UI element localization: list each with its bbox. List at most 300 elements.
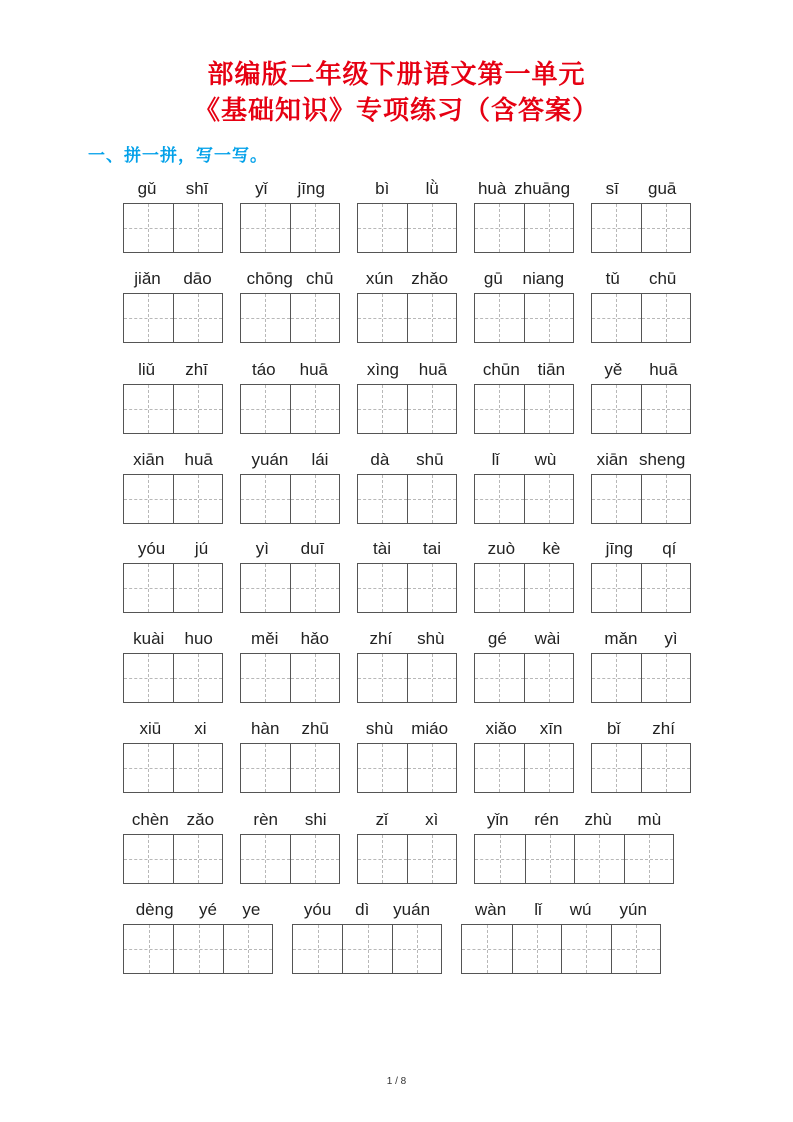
tianzige-cell[interactable] (462, 925, 512, 973)
writing-box-group (591, 293, 691, 343)
pinyin-syllable: zhí (369, 629, 393, 648)
pinyin-label (123, 625, 223, 649)
word-item (240, 806, 340, 830)
tianzige-cell[interactable] (641, 475, 690, 523)
pinyin-label (123, 175, 223, 199)
pinyin-label (591, 175, 691, 199)
pinyin-syllable: huā (299, 360, 328, 379)
tianzige-cell[interactable] (592, 204, 641, 252)
pinyin-syllable: zhù (584, 810, 612, 829)
word-item (474, 535, 574, 559)
pinyin-label (461, 896, 661, 920)
tianzige-cell[interactable] (173, 835, 222, 883)
pinyin-label (591, 356, 691, 380)
writing-box-group (357, 653, 457, 703)
word-item (474, 715, 574, 739)
word-item (357, 175, 457, 199)
tianzige-cell[interactable] (241, 835, 290, 883)
pinyin-syllable: xīn (539, 719, 563, 738)
tianzige-cell[interactable] (592, 744, 641, 792)
pinyin-syllable: xiū (139, 719, 162, 738)
pinyin-syllable: tiān (537, 360, 566, 379)
tianzige-cell[interactable] (407, 744, 456, 792)
pinyin-label (357, 806, 457, 830)
word-item (123, 715, 223, 739)
pinyin-syllable: bǐ (607, 719, 621, 738)
pinyin-syllable: chū (306, 269, 334, 288)
pinyin-syllable: mù (637, 810, 662, 829)
tianzige-cell[interactable] (173, 294, 222, 342)
pinyin-label (240, 806, 340, 830)
writing-box-group (123, 563, 223, 613)
pinyin-syllable: lái (311, 450, 329, 469)
tianzige-cell[interactable] (407, 294, 456, 342)
word-item (357, 806, 457, 830)
pinyin-syllable: tǔ (605, 269, 620, 288)
writing-box-group (591, 203, 691, 253)
tianzige-cell[interactable] (475, 744, 524, 792)
word-item (240, 535, 340, 559)
pinyin-syllable: xi (194, 719, 207, 738)
tianzige-cell[interactable] (124, 385, 173, 433)
word-item (474, 806, 674, 830)
tianzige-cell[interactable] (124, 294, 173, 342)
pinyin-syllable: wài (534, 629, 561, 648)
pinyin-syllable: huà (477, 179, 507, 198)
tianzige-cell[interactable] (524, 204, 573, 252)
pinyin-syllable: huā (649, 360, 678, 379)
tianzige-cell[interactable] (407, 835, 456, 883)
pinyin-syllable: zhí (652, 719, 675, 738)
writing-box-group (123, 924, 273, 974)
writing-box-group (357, 293, 457, 343)
pinyin-label (474, 715, 574, 739)
pinyin-syllable: zǐ (375, 810, 388, 829)
tianzige-cell[interactable] (358, 204, 407, 252)
pinyin-syllable: huo (184, 629, 213, 648)
tianzige-cell[interactable] (592, 385, 641, 433)
word-item (292, 896, 442, 920)
pinyin-syllable: liǔ (138, 360, 156, 379)
tianzige-cell[interactable] (592, 654, 641, 702)
tianzige-cell[interactable] (124, 925, 173, 973)
tianzige-cell[interactable] (641, 385, 690, 433)
writing-box-group (474, 563, 574, 613)
word-item (357, 265, 457, 289)
pinyin-syllable: kuài (133, 629, 165, 648)
tianzige-cell[interactable] (475, 475, 524, 523)
tianzige-cell[interactable] (358, 835, 407, 883)
writing-box-group (591, 384, 691, 434)
writing-box-group (474, 293, 574, 343)
pinyin-syllable: shù (417, 629, 445, 648)
pinyin-syllable: yuán (393, 900, 431, 919)
tianzige-cell[interactable] (524, 475, 573, 523)
tianzige-cell[interactable] (641, 294, 690, 342)
tianzige-cell[interactable] (173, 744, 222, 792)
pinyin-syllable: wàn (475, 900, 507, 919)
tianzige-cell[interactable] (358, 294, 407, 342)
pinyin-syllable: lǐ (491, 450, 500, 469)
tianzige-cell[interactable] (241, 385, 290, 433)
pinyin-syllable: chū (648, 269, 677, 288)
writing-box-group (240, 653, 340, 703)
word-item (123, 896, 273, 920)
pinyin-label (357, 535, 457, 559)
pinyin-label (123, 265, 223, 289)
pinyin-label (292, 896, 442, 920)
pinyin-label (474, 806, 674, 830)
pinyin-label (474, 446, 574, 470)
writing-box-group (123, 384, 223, 434)
writing-box-group (474, 834, 674, 884)
pinyin-label (357, 446, 457, 470)
tianzige-cell[interactable] (592, 475, 641, 523)
tianzige-cell[interactable] (475, 654, 524, 702)
tianzige-cell[interactable] (475, 564, 524, 612)
pinyin-syllable: zhuāng (514, 179, 571, 198)
word-item (591, 175, 691, 199)
writing-box-group (591, 563, 691, 613)
pinyin-syllable: chūn (482, 360, 520, 379)
word-item (123, 175, 223, 199)
pinyin-label (123, 715, 223, 739)
pinyin-syllable: yǐn (486, 810, 509, 829)
word-item (591, 265, 691, 289)
pinyin-label (123, 356, 223, 380)
pinyin-syllable: yì (664, 629, 678, 648)
writing-box-group (240, 743, 340, 793)
writing-box-group (292, 924, 442, 974)
pinyin-syllable: wú (569, 900, 592, 919)
word-item (591, 715, 691, 739)
pinyin-syllable: gū (483, 269, 503, 288)
tianzige-cell[interactable] (641, 654, 690, 702)
word-item (357, 356, 457, 380)
tianzige-cell[interactable] (124, 475, 173, 523)
pinyin-syllable: yì (255, 539, 270, 558)
pinyin-syllable: xún (365, 269, 394, 288)
tianzige-cell[interactable] (592, 294, 641, 342)
writing-box-group (240, 384, 340, 434)
tianzige-cell[interactable] (524, 294, 573, 342)
tianzige-cell[interactable] (358, 744, 407, 792)
word-item (123, 356, 223, 380)
tianzige-cell[interactable] (173, 475, 222, 523)
writing-box-group (240, 293, 340, 343)
pinyin-syllable: niang (522, 269, 565, 288)
word-item (240, 356, 340, 380)
pinyin-syllable: zhū (301, 719, 329, 738)
tianzige-cell[interactable] (407, 204, 456, 252)
pinyin-syllable: chèn (131, 810, 169, 829)
pinyin-label (474, 175, 574, 199)
word-item (474, 356, 574, 380)
tianzige-cell[interactable] (290, 564, 339, 612)
writing-box-group (474, 743, 574, 793)
tianzige-cell[interactable] (475, 204, 524, 252)
tianzige-cell[interactable] (173, 654, 222, 702)
tianzige-cell[interactable] (241, 564, 290, 612)
tianzige-cell[interactable] (624, 835, 674, 883)
tianzige-cell[interactable] (475, 294, 524, 342)
pinyin-label (591, 715, 691, 739)
pinyin-syllable: shū (416, 450, 444, 469)
tianzige-cell[interactable] (641, 564, 690, 612)
pinyin-syllable: dèng (135, 900, 174, 919)
writing-box-group (357, 474, 457, 524)
tianzige-cell[interactable] (392, 925, 441, 973)
tianzige-cell[interactable] (524, 654, 573, 702)
writing-box-group (123, 653, 223, 703)
pinyin-syllable: jīng (605, 539, 634, 558)
tianzige-cell[interactable] (475, 835, 525, 883)
writing-box-group (123, 834, 223, 884)
writing-box-group (591, 653, 691, 703)
tianzige-cell[interactable] (358, 564, 407, 612)
tianzige-cell[interactable] (407, 385, 456, 433)
word-item (357, 446, 457, 470)
pinyin-label (474, 356, 574, 380)
pinyin-label (357, 356, 457, 380)
pinyin-label (240, 446, 340, 470)
tianzige-cell[interactable] (241, 204, 290, 252)
writing-box-group (123, 743, 223, 793)
tianzige-cell[interactable] (524, 385, 573, 433)
writing-box-group (591, 743, 691, 793)
word-item (461, 896, 661, 920)
tianzige-cell[interactable] (358, 654, 407, 702)
pinyin-label (123, 806, 223, 830)
page-number: 1 / 8 (386, 1076, 407, 1087)
tianzige-cell[interactable] (173, 925, 222, 973)
tianzige-cell[interactable] (290, 294, 339, 342)
tianzige-cell[interactable] (407, 564, 456, 612)
pinyin-syllable: yuán (251, 450, 289, 469)
tianzige-cell[interactable] (223, 925, 272, 973)
word-item (474, 625, 574, 649)
pinyin-syllable: miáo (411, 719, 449, 738)
pinyin-label (123, 446, 223, 470)
pinyin-label (591, 625, 691, 649)
tianzige-cell[interactable] (512, 925, 562, 973)
title-line-1: 部编版二年级下册语文第一单元 (207, 60, 586, 90)
pinyin-syllable: rèn (253, 810, 278, 829)
tianzige-cell[interactable] (524, 564, 573, 612)
pinyin-label (474, 265, 574, 289)
pinyin-syllable: lǜ (425, 179, 439, 198)
pinyin-syllable: zhǎo (411, 269, 449, 288)
tianzige-cell[interactable] (290, 835, 339, 883)
tianzige-cell[interactable] (290, 654, 339, 702)
pinyin-syllable: měi (251, 629, 279, 648)
tianzige-cell[interactable] (124, 835, 173, 883)
pinyin-syllable: sī (605, 179, 619, 198)
writing-box-group (357, 203, 457, 253)
pinyin-syllable: duī (300, 539, 325, 558)
pinyin-syllable: sheng (639, 450, 686, 469)
word-item (240, 446, 340, 470)
tianzige-cell[interactable] (407, 475, 456, 523)
writing-box-group (357, 384, 457, 434)
pinyin-syllable: xì (425, 810, 439, 829)
tianzige-cell[interactable] (124, 564, 173, 612)
pinyin-syllable: shù (365, 719, 394, 738)
writing-box-group (123, 293, 223, 343)
pinyin-syllable: dāo (183, 269, 212, 288)
pinyin-syllable: shi (304, 810, 327, 829)
tianzige-cell[interactable] (475, 385, 524, 433)
word-item (240, 715, 340, 739)
pinyin-syllable: huā (418, 360, 448, 379)
pinyin-syllable: wù (534, 450, 557, 469)
tianzige-cell[interactable] (124, 744, 173, 792)
writing-box-group (240, 203, 340, 253)
pinyin-label (474, 535, 574, 559)
pinyin-label (591, 265, 691, 289)
tianzige-cell[interactable] (524, 744, 573, 792)
tianzige-cell[interactable] (358, 475, 407, 523)
writing-box-group (240, 834, 340, 884)
title-line-2: 《基础知识》专项练习（含答案） (193, 96, 599, 126)
tianzige-cell[interactable] (574, 835, 624, 883)
tianzige-cell[interactable] (173, 204, 222, 252)
pinyin-label (591, 535, 691, 559)
pinyin-syllable: yóu (303, 900, 332, 919)
pinyin-syllable: yě (604, 360, 623, 379)
writing-box-group (461, 924, 661, 974)
pinyin-syllable: táo (251, 360, 276, 379)
pinyin-syllable: zhī (185, 360, 208, 379)
pinyin-label (240, 175, 340, 199)
tianzige-cell[interactable] (241, 654, 290, 702)
pinyin-syllable: xìng (366, 360, 399, 379)
pinyin-label (357, 715, 457, 739)
pinyin-label (240, 625, 340, 649)
word-item (474, 446, 574, 470)
tianzige-cell[interactable] (641, 744, 690, 792)
word-item (357, 625, 457, 649)
writing-box-group (357, 563, 457, 613)
pinyin-syllable: rén (534, 810, 559, 829)
tianzige-cell[interactable] (241, 475, 290, 523)
tianzige-cell[interactable] (293, 925, 342, 973)
pinyin-label (240, 535, 340, 559)
pinyin-syllable: hàn (251, 719, 280, 738)
pinyin-syllable: kè (542, 539, 561, 558)
pinyin-syllable: xiān (133, 450, 165, 469)
section-heading: 一、拼一拼，写一写。 (88, 146, 268, 166)
word-item (240, 175, 340, 199)
tianzige-cell[interactable] (592, 564, 641, 612)
pinyin-syllable: shī (185, 179, 209, 198)
tianzige-cell[interactable] (124, 654, 173, 702)
pinyin-syllable: guā (648, 179, 677, 198)
tianzige-cell[interactable] (173, 385, 222, 433)
pinyin-syllable: xiǎo (485, 719, 517, 738)
tianzige-cell[interactable] (290, 204, 339, 252)
pinyin-syllable: lǐ (534, 900, 542, 919)
word-item (591, 535, 691, 559)
word-item (123, 625, 223, 649)
writing-box-group (474, 474, 574, 524)
pinyin-syllable: yǐ (255, 179, 268, 198)
tianzige-cell[interactable] (290, 475, 339, 523)
tianzige-cell[interactable] (561, 925, 611, 973)
tianzige-cell[interactable] (173, 564, 222, 612)
tianzige-cell[interactable] (290, 744, 339, 792)
writing-box-group (240, 563, 340, 613)
word-item (357, 715, 457, 739)
pinyin-syllable: dì (355, 900, 370, 919)
word-item (240, 625, 340, 649)
pinyin-syllable: zǎo (186, 810, 215, 829)
pinyin-syllable: jīng (297, 179, 325, 198)
pinyin-syllable: hǎo (300, 629, 329, 648)
pinyin-syllable: jiǎn (134, 269, 161, 288)
word-item (591, 356, 691, 380)
pinyin-syllable: huā (184, 450, 213, 469)
pinyin-syllable: ye (242, 900, 261, 919)
tianzige-cell[interactable] (342, 925, 391, 973)
writing-box-group (123, 203, 223, 253)
writing-box-group (357, 743, 457, 793)
writing-box-group (474, 384, 574, 434)
tianzige-cell[interactable] (241, 294, 290, 342)
tianzige-cell[interactable] (124, 204, 173, 252)
word-item (123, 265, 223, 289)
pinyin-label (240, 715, 340, 739)
word-item (474, 175, 574, 199)
pinyin-syllable: mǎn (604, 629, 638, 648)
word-item (474, 265, 574, 289)
pinyin-syllable: xiān (596, 450, 628, 469)
word-item (123, 446, 223, 470)
word-item (357, 535, 457, 559)
word-item (240, 265, 340, 289)
writing-box-group (591, 474, 691, 524)
pinyin-label (357, 625, 457, 649)
writing-box-group (123, 474, 223, 524)
pinyin-label (357, 265, 457, 289)
pinyin-syllable: chōng (246, 269, 293, 288)
tianzige-cell[interactable] (241, 744, 290, 792)
tianzige-cell[interactable] (611, 925, 661, 973)
pinyin-syllable: zuò (487, 539, 516, 558)
pinyin-label (240, 265, 340, 289)
tianzige-cell[interactable] (407, 654, 456, 702)
tianzige-cell[interactable] (641, 204, 690, 252)
pinyin-syllable: gé (487, 629, 507, 648)
pinyin-label (591, 446, 691, 470)
writing-box-group (240, 474, 340, 524)
pinyin-syllable: tai (423, 539, 441, 558)
writing-box-group (357, 834, 457, 884)
pinyin-syllable: yóu (137, 539, 166, 558)
pinyin-label (123, 896, 273, 920)
word-item (123, 806, 223, 830)
word-item (591, 625, 691, 649)
tianzige-cell[interactable] (290, 385, 339, 433)
pinyin-label (123, 535, 223, 559)
pinyin-syllable: tài (373, 539, 391, 558)
pinyin-syllable: dà (370, 450, 390, 469)
pinyin-label (474, 625, 574, 649)
pinyin-syllable: gǔ (137, 179, 157, 198)
tianzige-cell[interactable] (358, 385, 407, 433)
writing-box-group (474, 203, 574, 253)
tianzige-cell[interactable] (525, 835, 575, 883)
